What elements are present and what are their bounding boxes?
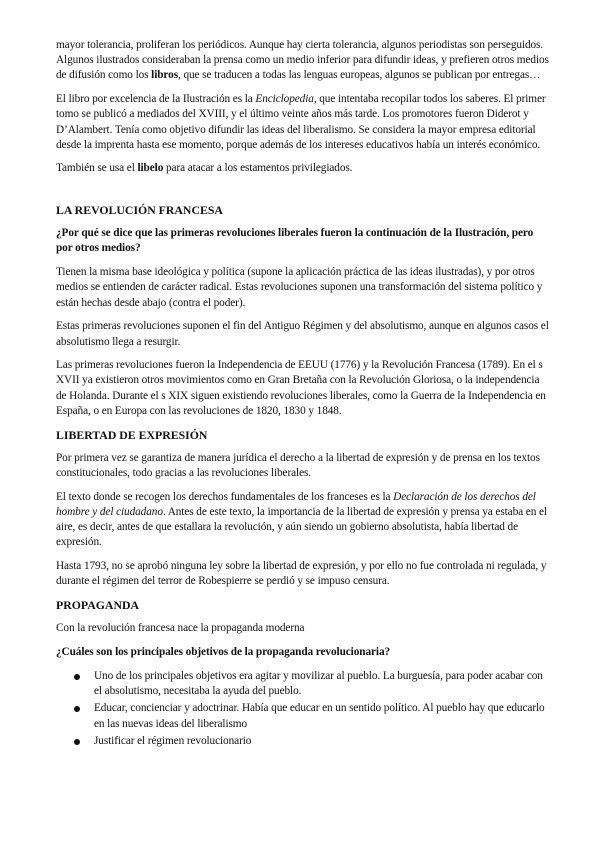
question-revoluciones: ¿Por qué se dice que las primeras revoluciones liberales fueron la continuación de la Ilustración, pero por otros medios? (56, 226, 534, 255)
paragraph-propaganda-moderna: Con la revolución francesa nace la propaganda moderna (56, 622, 305, 635)
text: para atacar a los estamentos privilegiados. (163, 162, 353, 175)
text: . Antes de este texto, la importancia de la libertad de expresión y prensa ya estaba en el aire, es decir, antes de que estallara la revolución, y aún siendo un gobierno absolutista, había libertad de expresión. (56, 505, 547, 549)
text: El libro por excelencia de la Ilustración es la (56, 93, 256, 106)
document-page (56, 38, 550, 751)
paragraph-1793: Hasta 1793, no se aprobó ninguna ley sobre la libertad de expresión, y por ello no fue controlada ni regulada, y durante el régimen del terror de Robespierre se perdió y se impuso censura. (56, 559, 547, 588)
list-item-text: Educar, concienciar y adoctrinar. Había que educar en un sentido político. Al pueblo hay que educarlo en las nuevas ideas del liberalismo (94, 702, 545, 730)
text: El texto donde se recogen los derechos fundamentales de los franceses es la (56, 490, 394, 503)
bold-term-libros: libros (151, 69, 178, 82)
list-item (56, 669, 550, 699)
question-objetivos-propaganda: ¿Cuáles son los principales objetivos de la propaganda revolucionaria? (56, 645, 391, 658)
section-heading-propaganda: PROPAGANDA (56, 597, 140, 612)
list-item-text: Uno de los principales objetivos era agitar y movilizar al pueblo. La burguesía, para poder acabar con el absolutismo, necesitaba la ayuda del pueblo. (94, 670, 543, 698)
section-heading-libertad: LIBERTAD DE EXPRESIÓN (56, 427, 208, 442)
paragraph-periodicos (56, 38, 550, 84)
list-item (56, 701, 550, 731)
paragraph-garantia-juridica: Por primera vez se garantiza de manera jurídica el derecho a la libertad de expresión y de prensa en los textos constitucionales, todo gracias a las revoluciones liberales. (56, 451, 540, 479)
paragraph-primeras-revoluciones: Las primeras revoluciones fueron la Independencia de EEUU (1776) y la Revolución Francesa (1789). En el s XVII ya existieron otros movimientos como en Gran Bretaña con la Revolución Gloriosa, o la independencia de Holanda. Durante el s XIX siguen existiendo revoluciones liberales, como la Guerra de la Independencia en España, o en Europa con las revoluciones de 1820, 1830 y 1848. (56, 359, 546, 417)
list-item (56, 734, 550, 749)
bullet-icon (74, 739, 80, 745)
italic-title-declaracion: Declaración de los derechos del hombre y del ciudadano (56, 490, 536, 518)
paragraph-fin-antiguo-regimen: Estas primeras revoluciones suponen el fin del Antiguo Régimen y del absolutismo, aunque en algunos casos el absolutismo llega a resurgir. (56, 320, 549, 348)
bullet-icon (74, 706, 80, 712)
paragraph-libelo (56, 161, 550, 176)
bullet-icon (74, 674, 80, 680)
italic-title-enciclopedia: Enciclopedia (255, 93, 314, 106)
bullet-list-objetivos (56, 669, 550, 749)
text: , que intentaba recopilar todos los saberes. El primer tomo se publicó a mediados del XVIII, y el último veinte años más tarde. Los promotores fueron Diderot y D’Alambert. Tenía como objetivo difundir las ideas del liberalismo. Se considera la mayor empresa editorial desde la imprenta hasta ese momento, porque además de los intereses educativos había un interés económico. (56, 93, 546, 151)
paragraph-declaracion (56, 490, 550, 551)
paragraph-base-ideologica: Tienen la misma base ideológica y política (supone la aplicación práctica de las ideas ilustradas), y por otros medios se entienden de carácter radical. Estas revoluciones suponen una transformación del sistema político y están hechas desde abajo (contra el poder). (56, 266, 543, 309)
paragraph-enciclopedia (56, 92, 550, 153)
text: También se usa el (56, 162, 138, 175)
bold-term-libelo: libelo (137, 162, 164, 175)
text: mayor tolerancia, proliferan los periódicos. Aunque hay cierta tolerancia, algunos periodistas son perseguidos. Algunos ilustrados consideraban la prensa como un medio inferior para difundir ideas, y prefieren otros medios de difusión como los (56, 39, 549, 82)
list-item-text: Justificar el régimen revolucionario (94, 734, 252, 747)
text: , que se traducen a todas las lenguas europeas, algunos se publican por entregas… (178, 69, 541, 82)
section-heading-revolucion: LA REVOLUCIÓN FRANCESA (56, 202, 223, 217)
